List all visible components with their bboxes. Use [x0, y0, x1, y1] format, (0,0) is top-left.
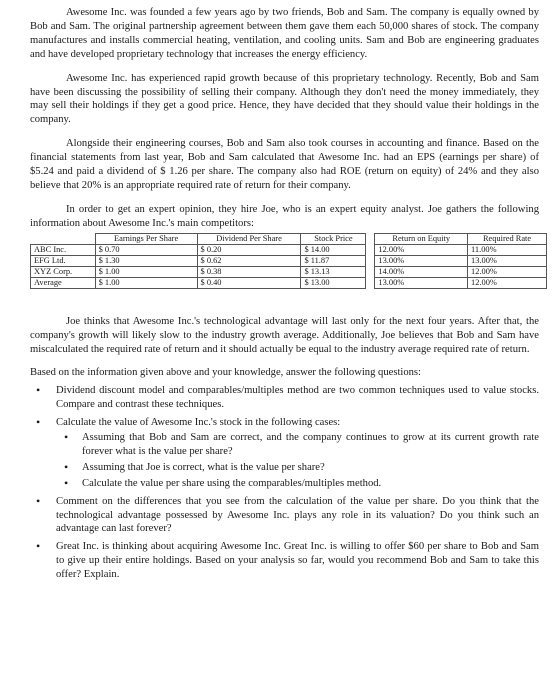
table-row: [31, 277, 547, 288]
question-item: [30, 540, 539, 582]
cell-dps: $ 0.38: [197, 266, 301, 277]
cell-rate: 12.00%: [468, 277, 547, 288]
cell-eps: $ 1.00: [95, 266, 197, 277]
cell-eps: $ 1.00: [95, 277, 197, 288]
paragraph-instructions: Based on the information given above and your knowledge, answer the following questions:: [30, 367, 422, 379]
question-text: Calculate the value of Awesome Inc.'s stock in the following cases:: [56, 417, 341, 429]
competitors-table: [30, 233, 547, 289]
paragraph-financials: Alongside their engineering courses, Bob and Sam also took courses in accounting and finance. Based on the financial statements from last year, Bob and Sam calculated that Awesome Inc. had an EPS (earnings per share) of $5.24 and paid a dividend of $ 1.26 per share. The company also had ROE (return on equity) of 24% and they also believe that 20% is an appropriate required rate of return for their company.: [30, 138, 539, 191]
table-gap: [366, 266, 375, 277]
table-header-roe: Return on Equity: [375, 233, 468, 244]
table-header-price: Stock Price: [301, 233, 366, 244]
table-corner: [31, 233, 96, 244]
sub-question-list: [56, 431, 539, 491]
sub-question-item: • Calculate the value per share using the comparables/multiples method.: [56, 477, 539, 491]
table-row: [31, 244, 547, 255]
row-name: Average: [31, 277, 96, 288]
sub-question-item: • Assuming that Bob and Sam are correct, and the company continues to grow at its current growth rate forever what is the value per share?: [56, 431, 539, 459]
question-item: [30, 384, 539, 412]
row-name: XYZ Corp.: [31, 266, 96, 277]
cell-rate: 13.00%: [468, 255, 547, 266]
cell-dps: $ 0.20: [197, 244, 301, 255]
cell-price: $ 14.00: [301, 244, 366, 255]
paragraph-expert: In order to get an expert opinion, they hire Joe, who is an expert equity analyst. Joe gathers the following information about Awesome Inc.'s main competitors:: [30, 203, 539, 229]
table-gap: [366, 233, 375, 244]
table-gap: [366, 244, 375, 255]
table-gap: [366, 277, 375, 288]
paragraph-joe-opinion: Joe thinks that Awesome Inc.'s technological advantage will last only for the next four years. After that, the company's growth will likely slow to the industry growth average. Additionally, Joe believes that Bob and Sam have miscalculated the required rate of return and it should actually be equal to the industry average required rate of return.: [30, 315, 539, 355]
cell-roe: 12.00%: [375, 244, 468, 255]
question-text: Dividend discount model and comparables/multiples method are two common techniques used to value stocks. Compare and contrast these techniques.: [56, 385, 539, 411]
cell-price: $ 13.00: [301, 277, 366, 288]
question-item: [30, 495, 539, 537]
table-row: [31, 255, 547, 266]
cell-roe: 14.00%: [375, 266, 468, 277]
cell-eps: $ 1.30: [95, 255, 197, 266]
cell-price: $ 13.13: [301, 266, 366, 277]
cell-roe: 13.00%: [375, 277, 468, 288]
cell-rate: 11.00%: [468, 244, 547, 255]
cell-rate: 12.00%: [468, 266, 547, 277]
table-header-rate: Required Rate: [468, 233, 547, 244]
paragraph-growth: Awesome Inc. has experienced rapid growth because of this proprietary technology. Recently, Bob and Sam have been discussing the possibility of selling their company. Although they don't need the money immediately, they may sell their holdings if they get a good price. Hence, they have decided that they should value their holdings in the company.: [30, 72, 539, 126]
table-header-dps: Dividend Per Share: [197, 233, 301, 244]
row-name: EFG Ltd.: [31, 255, 96, 266]
cell-price: $ 11.87: [301, 255, 366, 266]
question-text: Great Inc. is thinking about acquiring Awesome Inc. Great Inc. is willing to offer $60 per share to Bob and Sam to give up their entire holdings. Based on your analysis so far, would you recommend Bob and Sam to take this offer? Explain.: [56, 541, 539, 581]
section-spacer: [30, 289, 539, 315]
table-gap: [366, 255, 375, 266]
table-row: [31, 266, 547, 277]
cell-eps: $ 0.70: [95, 244, 197, 255]
row-name: ABC Inc.: [31, 244, 96, 255]
cell-dps: $ 0.62: [197, 255, 301, 266]
table-header-eps: Earnings Per Share: [95, 233, 197, 244]
paragraph-intro: Awesome Inc. was founded a few years ago by two friends, Bob and Sam. The company is equally owned by Bob and Sam. The original partnership agreement between them gave them each 50,000 shares of stock. The company manufactures and installs commercial heating, ventilation, and cooling units. Sam and Bob are engineering graduates and have developed proprietary technology that increases the energy efficiency.: [30, 7, 539, 60]
question-list: [30, 384, 539, 582]
cell-roe: 13.00%: [375, 255, 468, 266]
cell-dps: $ 0.40: [197, 277, 301, 288]
question-text: Comment on the differences that you see from the calculation of the value per share. Do you think that the technological advantage possessed by Awesome Inc. plays any role in its valuation? Do you think such an advantage can last forever?: [56, 495, 539, 535]
question-item: [30, 416, 539, 491]
table-header-row: [31, 233, 547, 244]
sub-question-item: • Assuming that Joe is correct, what is the value per share?: [56, 461, 539, 475]
